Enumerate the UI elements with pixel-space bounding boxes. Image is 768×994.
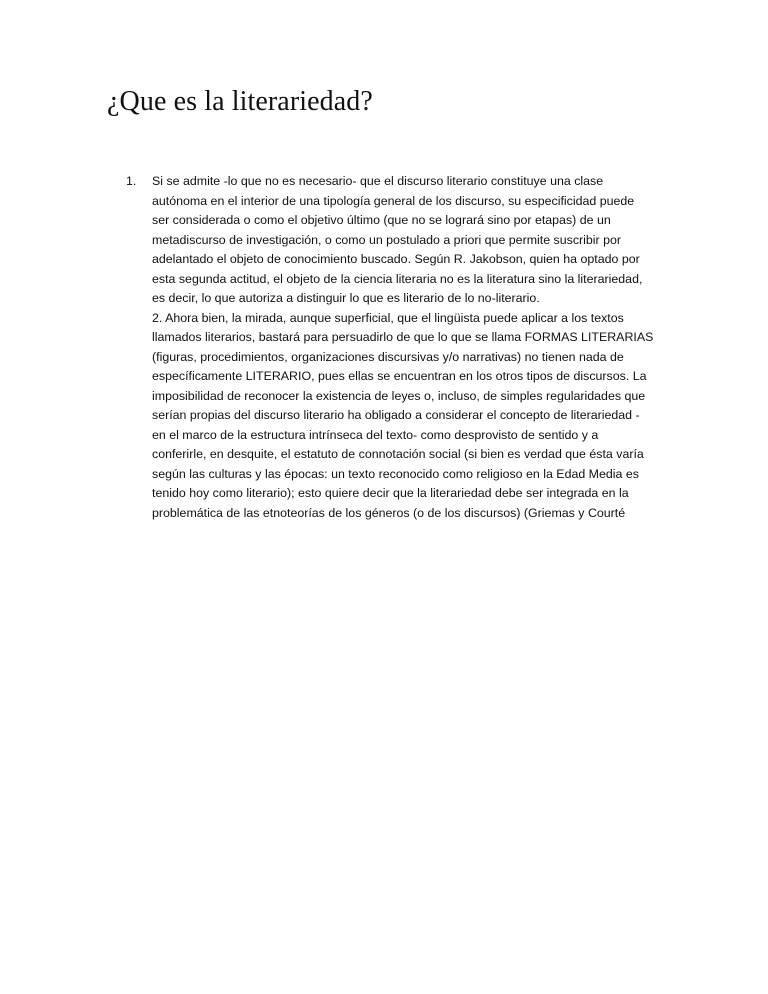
text-line-11: específicamente LITERARIO, pues ellas se encuentran en los otros tipos de discursos. La — [152, 369, 647, 383]
list-marker: 1. — [126, 174, 137, 188]
text-line-3: ser considerada o como el objetivo último (que no se logrará sino por etapas) de un — [152, 213, 611, 227]
text-line-16: según las culturas y las épocas: un texto reconocido como religioso en la Edad Media es — [152, 466, 639, 481]
text-line-15: conferirle, en desquite, el estatuto de connotación social (si bien es verdad que ésta varía — [152, 447, 644, 461]
text-line-18: problemática de las etnoteorías de los géneros (o de los discursos) (Griemas y Courté — [152, 505, 626, 520]
numbered-list — [126, 172, 666, 523]
text-line-17: tenido hoy como literario); esto quiere decir que la literariedad debe ser integrada en la — [152, 486, 629, 500]
text-line-9: llamados literarios, bastará para persuadirlo de que lo que se llama FORMAS LITERARIAS — [152, 330, 654, 344]
list-item — [126, 172, 666, 523]
text-line-5: adelantado el objeto de conocimiento buscado. Según R. Jakobson, quien ha optado por — [152, 252, 640, 266]
text-line-7: es decir, lo que autoriza a distinguir lo que es literario de lo no-literario. — [152, 291, 540, 305]
text-line-12: imposibilidad de reconocer la existencia de leyes o, incluso, de simples regularidades que — [152, 388, 646, 403]
text-line-13: serían propias del discurso literario ha obligado a considerar el concepto de literariedad - — [152, 408, 640, 422]
text-line-2: autónoma en el interior de una tipología general de los discurso, su especificidad puede — [152, 193, 635, 208]
text-line-4: metadiscurso de investigación, o como un postulado a priori que permite suscribir por — [152, 232, 622, 247]
page-title: ¿Que es la literariedad? — [107, 86, 373, 117]
paragraph-text — [152, 172, 666, 523]
text-line-14: en el marco de la estructura intrínseca del texto- como desprovisto de sentido y a — [152, 427, 599, 442]
text-line-10: (figuras, procedimientos, organizaciones discursivas y/o narrativas) no tienen nada de — [152, 349, 624, 364]
text-line-1: Si se admite -lo que no es necesario- que el discurso literario constituye una clase — [152, 174, 604, 188]
text-line-6: esta segunda actitud, el objeto de la ciencia literaria no es la literatura sino la literariedad, — [152, 271, 643, 286]
text-line-8: 2. Ahora bien, la mirada, aunque superficial, que el lingüista puede aplicar a los textos — [152, 310, 624, 325]
